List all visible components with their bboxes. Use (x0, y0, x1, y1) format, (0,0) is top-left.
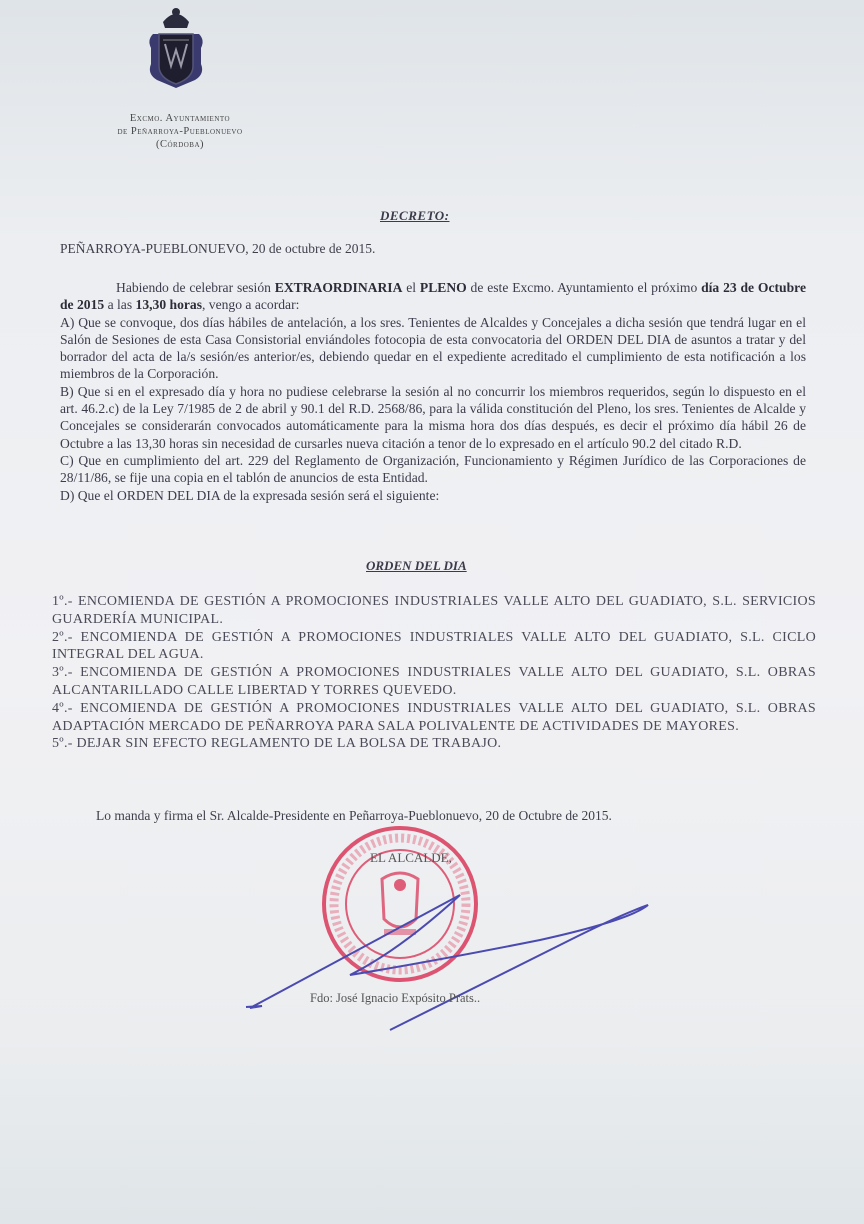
agenda-item: 2º.- ENCOMIENDA DE GESTIÓN A PROMOCIONES INDUSTRIALES VALLE ALTO DEL GUADIATO, S.L. CICLO INTEGRAL DEL AGUA. (52, 629, 816, 663)
agenda-item: 3º.- ENCOMIENDA DE GESTIÓN A PROMOCIONES INDUSTRIALES VALLE ALTO DEL GUADIATO, S.L. OBRAS ALCANTARILLADO CALLE LIBERTAD Y TORRES QUEVEDO. (52, 665, 816, 698)
org-line: (Córdoba) (155, 139, 205, 150)
agenda-item: 5º.- DEJAR SIN EFECTO REGLAMENTO DE LA BOLSA DE TRABAJO. (52, 736, 502, 752)
org-line: Excmo. Ayuntamiento (129, 113, 231, 124)
document-title: DECRETO: (380, 208, 450, 223)
text: de este Excmo. Ayuntamiento el próximo (466, 280, 702, 295)
closing-line: Lo manda y firma el Sr. Alcalde-Presidente en Peñarroya-Pueblonuevo, 20 de Octubre de 2015. (96, 808, 612, 823)
organization-header (70, 112, 290, 151)
clause-d: D) Que el ORDEN DEL DIA de la expresada sesión será el siguiente: (60, 487, 440, 503)
agenda-item: 1º.- ENCOMIENDA DE GESTIÓN A PROMOCIONES INDUSTRIALES VALLE ALTO DEL GUADIATO, S.L. SERVICIOS GUARDERÍA MUNICIPAL. (52, 594, 816, 627)
session-time: 13,30 horas (135, 297, 202, 313)
signer-title: EL ALCALDE, (370, 850, 452, 865)
text: , vengo a acordar: (202, 297, 300, 313)
agenda-title: ORDEN DEL DIA (366, 558, 467, 573)
clause-a: A) Que se convoque, dos días hábiles de antelación, a los sres. Tenientes de Alcaldes y Concejales a dicha sesión que tendrá lugar en el Salón de Sesiones de esta Casa Consistorial enviándoles fotocopia de esta convocatoria del ORDEN DEL DIA de asuntos a tratar y del borrador del acta de la/s sesión/es anterior/es, debiendo quedar en el expediente acreditado el cumplimiento de esta notificación a los miembros de la Corporación. (60, 314, 806, 382)
clause-b: B) Que si en el expresado día y hora no pudiese celebrarse la sesión al no concurrir los miembros requeridos, según lo dispuesto en el art. 46.2.c) de la Ley 7/1985 de 2 de abril y 90.1 del R.D. 2568/86, para la válida constitución del Pleno, los sres. Tenientes de Alcalde y Concejales se considerarán convocados automáticamente para la misma hora dos días después, es decir el próximo día hábil 26 de Octubre a las 13,30 horas sin necesidad de cursarles nueva citación a tenor de lo expresado en el artículo 90.2 del citado R.D. (60, 383, 806, 451)
coat-of-arms-icon (143, 4, 209, 92)
decree-body (60, 279, 806, 504)
session-type: EXTRAORDINARIA (274, 280, 403, 295)
intro-paragraph (60, 279, 806, 314)
org-line: de Peñarroya-Pueblonuevo (117, 126, 243, 137)
dateline: PEÑARROYA-PUEBLONUEVO, 20 de octubre de 2015. (60, 241, 376, 256)
signer-name: Fdo: José Ignacio Expósito Prats.. (310, 991, 481, 1005)
text: a las (104, 297, 136, 313)
text: el (402, 280, 420, 295)
session-date: día 23 de Octubre de 2015 (60, 280, 806, 313)
agenda-item: 4º.- ENCOMIENDA DE GESTIÓN A PROMOCIONES INDUSTRIALES VALLE ALTO DEL GUADIATO, S.L. OBRAS ADAPTACIÓN MERCADO DE PEÑARROYA PARA SALA POLIVALENTE DE ACTIVIDADES DE MAYORES. (52, 700, 816, 734)
clause-c: C) Que en cumplimiento del art. 229 del Reglamento de Organización, Funcionamiento y Régimen Jurídico de las Corporaciones de 28/11/86, se fije una copia en el tablón de anuncios de esta Entidad. (60, 452, 806, 486)
agenda-list (52, 593, 816, 753)
text: Habiendo de celebrar sesión (116, 280, 275, 295)
body-name: PLENO (419, 280, 467, 295)
handwritten-signature-icon (240, 880, 660, 1040)
